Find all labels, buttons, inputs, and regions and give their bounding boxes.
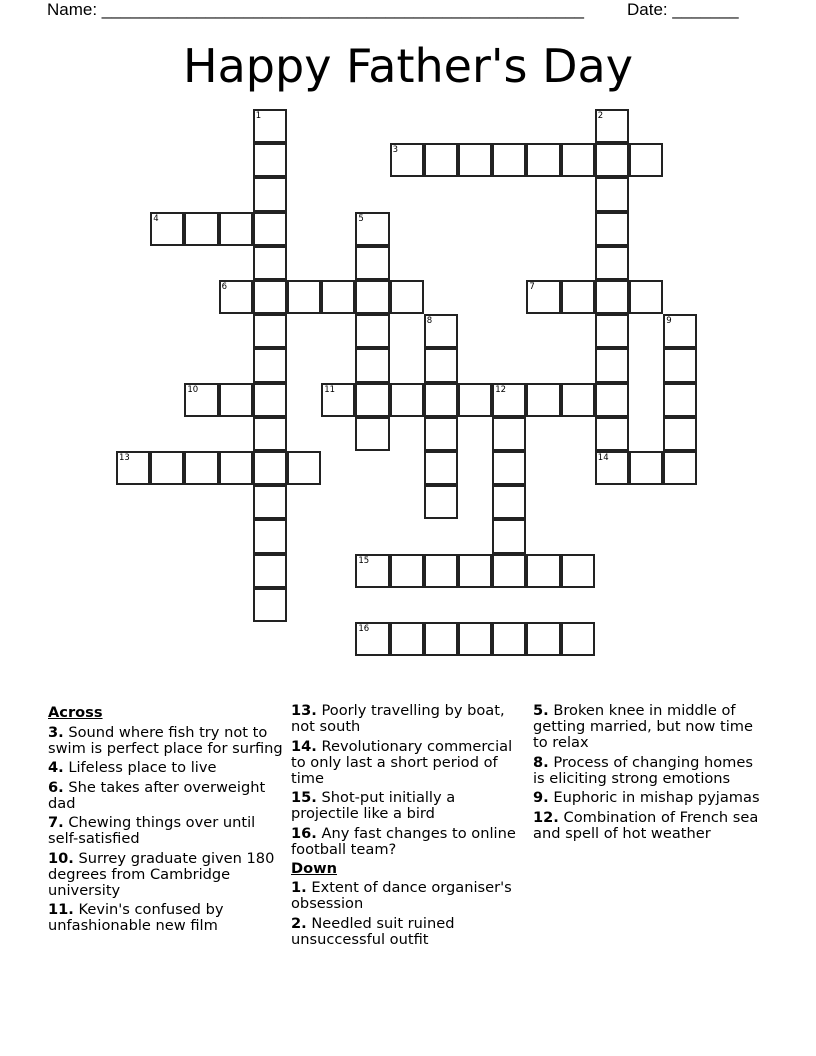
grid-cell[interactable]: [219, 280, 253, 314]
clues-column-2: [291, 702, 526, 948]
clue-across-10: 10. Surrey graduate given 180 degrees from Cambridge university: [48, 849, 275, 899]
grid-cell[interactable]: [253, 177, 287, 211]
clues-column-1: [48, 702, 283, 934]
clue-number: 14: [597, 453, 609, 463]
clue-number: 5: [358, 213, 364, 224]
grid-cell[interactable]: [663, 451, 697, 485]
grid-cell[interactable]: [390, 280, 424, 314]
grid-cell[interactable]: [355, 554, 389, 588]
grid-cell[interactable]: [595, 177, 629, 211]
grid-cell[interactable]: [390, 143, 424, 177]
clue-number: 15: [358, 555, 370, 566]
grid-cell[interactable]: [390, 554, 424, 588]
grid-cell[interactable]: [150, 451, 184, 485]
grid-cell[interactable]: [424, 451, 458, 485]
grid-cell[interactable]: [184, 383, 218, 417]
grid-cell[interactable]: [458, 383, 492, 417]
grid-cell[interactable]: [253, 348, 287, 382]
grid-cell[interactable]: [492, 622, 526, 656]
grid-cell[interactable]: [253, 588, 287, 622]
grid-cell[interactable]: [184, 212, 218, 246]
grid-cell[interactable]: [287, 451, 321, 485]
grid-cell[interactable]: [219, 451, 253, 485]
clue-across-13: 13. Poorly travelling by boat, not south: [291, 702, 505, 735]
grid-cell[interactable]: [561, 280, 595, 314]
grid-cell[interactable]: [595, 383, 629, 417]
grid-cell[interactable]: [390, 383, 424, 417]
grid-cell[interactable]: [492, 451, 526, 485]
clue-down-5: 5. Broken knee in middle of getting married, but now time to relax: [533, 702, 753, 751]
clue-number: 2: [597, 111, 604, 121]
grid-cell[interactable]: [663, 417, 697, 451]
clue-across-14: 14. Revolutionary commercial to only last a short period of time: [291, 737, 513, 787]
grid-cell[interactable]: [526, 280, 560, 314]
grid-cell[interactable]: [184, 451, 218, 485]
page-title: Happy Father's Day: [183, 39, 633, 93]
grid-cell[interactable]: [253, 314, 287, 348]
clue-number: 11: [324, 384, 336, 395]
clue-across-11: 11. Kevin's confused by unfashionable new film: [48, 901, 224, 934]
grid-cell[interactable]: [492, 519, 526, 553]
grid-cell[interactable]: [526, 143, 560, 177]
grid-cell[interactable]: [595, 451, 629, 485]
grid-cell[interactable]: [219, 383, 253, 417]
grid-cell[interactable]: [253, 519, 287, 553]
grid-cell[interactable]: [424, 348, 458, 382]
grid-cell[interactable]: [150, 212, 184, 246]
grid-cell[interactable]: [355, 417, 389, 451]
grid-cell[interactable]: [355, 212, 389, 246]
clue-number: 6: [221, 282, 228, 292]
grid-cell[interactable]: [595, 246, 629, 280]
clue-number: 16: [358, 624, 370, 634]
grid-cell[interactable]: [355, 246, 389, 280]
grid-cell[interactable]: [561, 143, 595, 177]
grid-cell[interactable]: [355, 314, 389, 348]
clue-across-15: 15. Shot-put initially a projectile like a bird: [291, 789, 456, 822]
grid-cell[interactable]: [663, 348, 697, 382]
name-field[interactable]: Name: ___________________________________________________: [47, 0, 584, 19]
grid-cell[interactable]: [253, 485, 287, 519]
grid-cell[interactable]: [253, 451, 287, 485]
grid-cell[interactable]: [253, 554, 287, 588]
grid-cell[interactable]: [355, 280, 389, 314]
grid-cell[interactable]: [561, 383, 595, 417]
grid-cell[interactable]: [287, 280, 321, 314]
grid-cell[interactable]: [492, 143, 526, 177]
grid-cell[interactable]: [595, 143, 629, 177]
clue-number: 1: [255, 111, 262, 121]
clue-down-12: 12. Combination of French sea and spell of hot weather: [533, 808, 759, 842]
grid-cell[interactable]: [424, 143, 458, 177]
clue-down-9: 9. Euphoric in mishap pyjamas: [533, 789, 760, 806]
grid-cell[interactable]: [321, 280, 355, 314]
clue-down-1: 1. Extent of dance organiser's obsession: [291, 879, 512, 912]
grid-cell[interactable]: [253, 417, 287, 451]
grid-cell[interactable]: [253, 212, 287, 246]
grid-cell[interactable]: [424, 554, 458, 588]
clue-number: 3: [392, 145, 399, 156]
grid-cell[interactable]: [492, 417, 526, 451]
clue-down-2: 2. Needled suit ruined unsuccessful outfit: [291, 914, 455, 948]
clue-number: 13: [119, 453, 130, 463]
grid-cell[interactable]: [492, 554, 526, 588]
clue-across-7: 7. Chewing things over until self-satisfied: [48, 814, 256, 847]
clue-number: 8: [426, 316, 433, 327]
clue-across-6: 6. She takes after overweight dad: [48, 778, 266, 812]
clue-across-4: 4. Lifeless place to live: [48, 759, 217, 776]
grid-cell[interactable]: [219, 212, 253, 246]
grid-cell[interactable]: [629, 143, 663, 177]
clue-number: 9: [666, 316, 672, 327]
grid-cell[interactable]: [116, 451, 150, 485]
grid-cell[interactable]: [424, 383, 458, 417]
grid-cell[interactable]: [253, 109, 287, 143]
across-heading: Across: [48, 704, 103, 721]
grid-cell[interactable]: [595, 109, 629, 143]
grid-cell[interactable]: [526, 622, 560, 656]
grid-cell[interactable]: [595, 348, 629, 382]
grid-cell[interactable]: [355, 383, 389, 417]
grid-cell[interactable]: [492, 485, 526, 519]
grid-cell[interactable]: [492, 383, 526, 417]
grid-cell[interactable]: [424, 485, 458, 519]
grid-cell[interactable]: [253, 143, 287, 177]
grid-cell[interactable]: [561, 554, 595, 588]
date-field[interactable]: Date: _______: [627, 0, 739, 19]
grid-cell[interactable]: [561, 622, 595, 656]
grid-cell[interactable]: [424, 622, 458, 656]
grid-cell[interactable]: [663, 314, 697, 348]
grid-cell[interactable]: [424, 314, 458, 348]
grid-cell[interactable]: [595, 417, 629, 451]
grid-cell[interactable]: [595, 280, 629, 314]
grid-cell[interactable]: [526, 554, 560, 588]
clue-number: 7: [529, 282, 535, 292]
clue-number: 10: [187, 384, 199, 395]
grid-cell[interactable]: [458, 622, 492, 656]
clue-across-16: 16. Any fast changes to online football team?: [291, 824, 516, 858]
down-heading: Down: [291, 859, 338, 877]
grid-cell[interactable]: [595, 314, 629, 348]
grid-cell[interactable]: [321, 383, 355, 417]
clue-down-8: 8. Process of changing homes is eliciting strong emotions: [533, 753, 753, 787]
grid-cell[interactable]: [595, 212, 629, 246]
grid-cell[interactable]: [458, 143, 492, 177]
clue-number: 12: [495, 384, 507, 395]
grid-cell[interactable]: [526, 383, 560, 417]
grid-cell[interactable]: [253, 280, 287, 314]
clue-number: 4: [153, 213, 159, 224]
clue-across-3: 3. Sound where fish try not to swim is perfect place for surfing: [48, 723, 283, 757]
grid-cell[interactable]: [355, 348, 389, 382]
grid-cell[interactable]: [629, 280, 663, 314]
grid-cell[interactable]: [424, 417, 458, 451]
clues-column-3: [533, 702, 768, 842]
grid-cell[interactable]: [458, 554, 492, 588]
grid-cell[interactable]: [253, 383, 287, 417]
grid-cell[interactable]: [253, 246, 287, 280]
grid-cell[interactable]: [629, 451, 663, 485]
grid-cell[interactable]: [663, 383, 697, 417]
grid-cell[interactable]: [355, 622, 389, 656]
grid-cell[interactable]: [390, 622, 424, 656]
